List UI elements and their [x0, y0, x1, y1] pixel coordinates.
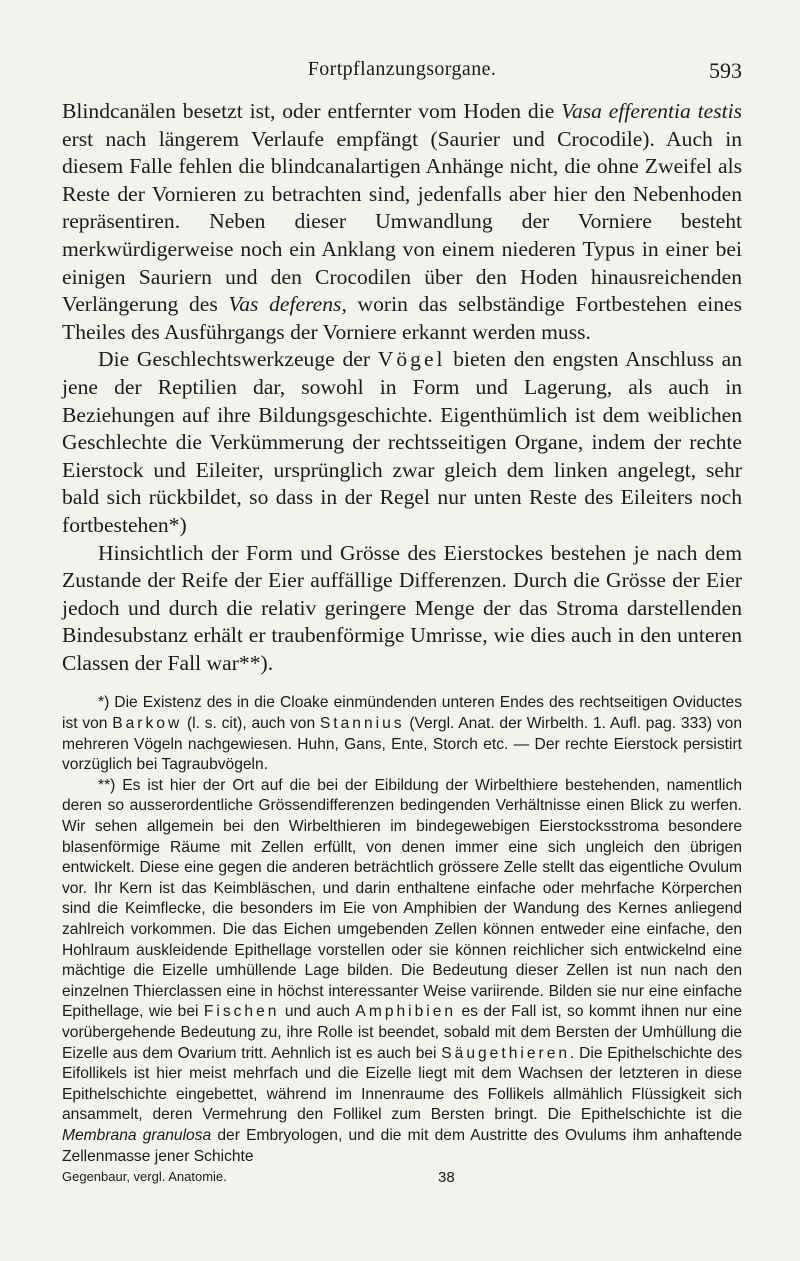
main-text — [62, 98, 742, 677]
text-run: , worin das selbständige Fortbestehen eines Theiles des Ausführgangs der Vorniere erkannt werden muss. — [62, 292, 742, 344]
running-header — [62, 58, 742, 88]
footnotes — [62, 693, 742, 1167]
text-run: es der Fall ist, so kommt ihnen nur eine vorübergehende Bedeutung zu, ihre Rolle ist beendet, sobald mit dem Bersten der Umhüllung die Eizelle aus dem Ovarium tritt. Aehnlich ist es auch bei — [62, 1003, 742, 1062]
paragraph-2 — [62, 346, 742, 539]
spaced-term: Amphibien — [355, 1003, 457, 1021]
spaced-term: Vögel — [377, 347, 446, 372]
text-run: *) Die Existenz des in die Cloake einmündenden unteren Endes des rechtseitigen Oviductes ist von — [62, 694, 742, 733]
page-number: 593 — [709, 58, 742, 83]
paragraph-3: Hinsichtlich der Form und Grösse des Eierstockes bestehen je nach dem Zustande der Reife der Eier auffällige Differenzen. Durch die Grösse der Eier jedoch und durch die relativ geringere Menge der das Stroma darstellenden Bindesubstanz erhält er traubenförmige Umrisse, wie dies auch in den unteren Classen der Fall war**). — [62, 540, 742, 675]
signature-line: Gegenbaur, vergl. Anatomie. — [62, 1169, 227, 1185]
running-title: Fortpflanzungsorgane. — [307, 58, 497, 80]
page-footer — [62, 1169, 742, 1191]
spaced-name: Stannius — [319, 715, 405, 733]
spaced-term: Fischen — [203, 1003, 280, 1021]
sheet-number: 38 — [438, 1169, 455, 1187]
text-run: Blindcanälen besetzt ist, oder entfernter vom Hoden die — [62, 99, 562, 123]
italic-term: Vas deferens — [228, 292, 342, 317]
text-run: und auch — [279, 1003, 356, 1021]
paragraph-1 — [62, 98, 742, 346]
spaced-name: Barkow — [112, 715, 183, 733]
footnote-1 — [62, 693, 742, 775]
text-run: erst nach längerem Verlaufe empfängt (Saurier und Crocodile). Auch in diesem Falle fehlen die blindcanalartigen Anhänge nicht, die ohne Zweifel als Reste der Vornieren zu betrachten sind, jedenfalls aber hier den Nebenhoden repräsentiren. Neben dieser Umwandlung der Vorniere besteht merkwürdigerweise noch ein Anklang von einem niederen Typus in einer bei einigen Sauriern und den Crocodilen über den Hoden hinausreichenden Verlängerung des — [62, 126, 742, 317]
text-run: bieten den engsten Anschluss an jene der Reptilien dar, sowohl in Form und Lagerung, als auch in Beziehungen auf ihre Bildungsgeschichte. Eigenthümlich ist dem weiblichen Geschlechte die Verkümmerung der rechtsseitigen Organe, indem der rechte Eierstock und Eileiter, ursprünglich zwar gleich dem linken angelegt, sehr bald sich rückbildet, so dass in der Regel nur unten Reste des Eileiters noch fortbestehen*) — [62, 347, 742, 537]
page — [62, 58, 742, 1191]
spaced-term: Säugethieren — [441, 1044, 571, 1062]
text-run: der Embryologen, und die mit dem Austritte des Ovulums ihm anhaftende Zellenmasse jener Schichte — [62, 1126, 742, 1165]
text-run: . Die Epithelschichte des Eifollikels ist hier meist mehrfach und die Eizelle liegt mit dem Wachsen der letzteren in diese Epithelschichte eingebettet, während im Innenraume des Follikels allmählich Flüssigkeit sich ansammelt, deren Vermehrung den Follikel zum Bersten bringt. Die Epithelschichte ist die — [62, 1044, 742, 1124]
text-run: (Vergl. Anat. der Wirbelth. 1. Aufl. pag. 333) von mehreren Vögeln nachgewiesen. Huhn, Gans, Ente, Storch etc. — Der rechte Eierstock persistirt vorzüglich bei Tagraubvögeln. — [62, 715, 742, 774]
text-run: **) Es ist hier der Ort auf die bei der Eibildung der Wirbelthiere bestehenden, namentlich deren so ausserordentliche Grössendifferenzen bedingenden Verhältnisse einen Blick zu werfen. Wir sehen allgemein bei den Wirbelthieren im bindegewebigen Eierstocksstroma besondere blasenförmige Räume mit Zellen erfüllt, von denen immer eine sich ungleich den übrigen entwickelt. Diese eine gegen die anderen beträchtlich grössere Zelle stellt das eigentliche Ovulum vor. Ihr Kern ist das Keimbläschen, und darin enthaltene einfache oder mehrfache Körperchen sind die Keimflecke, die besonders im Eie von Amphibien der Wandung des Kernes anliegend zahlreich vorkommen. Die das Eichen umgebenden Zellen können entweder eine einfache, den Hohlraum auskleidende Epithellage vorstellen oder sie können reichlicher sich entwickelnd eine mächtige die Eizelle umhüllende Lage bilden. Die Bedeutung dieser Zellen ist nun nach den einzelnen Thierclassen eine in höchst interessanter Weise variirende. Bilden sie nur eine einfache Epithellage, wie bei — [62, 776, 742, 1021]
italic-term: Vasa efferentia testis — [561, 99, 742, 123]
text-run: (l. s. cit), auch von — [182, 715, 320, 733]
footnote-2 — [62, 776, 742, 1167]
text-run: Die Geschlechtswerkzeuge der — [98, 347, 378, 372]
italic-term: Membrana granulosa — [62, 1126, 212, 1144]
